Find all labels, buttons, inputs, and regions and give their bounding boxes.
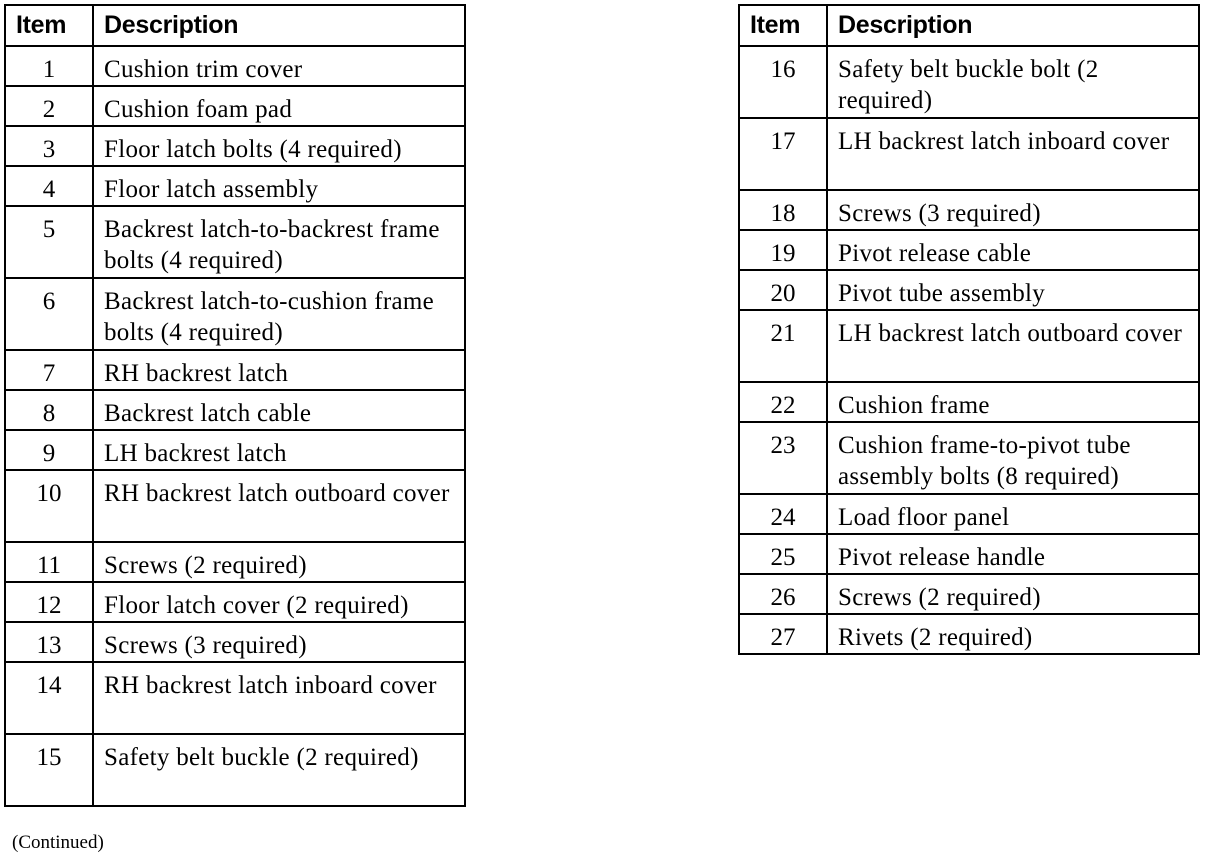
description-column-header: Description: [93, 5, 465, 46]
item-number-cell: 16: [739, 46, 827, 118]
description-cell: Cushion frame-to-pivot tube assembly bolts (8 required): [827, 422, 1199, 494]
description-cell: Safety belt buckle bolt (2 required): [827, 46, 1199, 118]
item-number-cell: 23: [739, 422, 827, 494]
table-row: [739, 382, 1199, 422]
table-row: [5, 86, 465, 126]
item-number-cell: 24: [739, 494, 827, 534]
table-row: [5, 582, 465, 622]
item-number-cell: 6: [5, 278, 93, 350]
description-column-header: Description: [827, 5, 1199, 46]
item-number-cell: 19: [739, 230, 827, 270]
table-row: [5, 542, 465, 582]
description-cell: Cushion frame: [827, 382, 1199, 422]
description-cell: RH backrest latch inboard cover: [93, 662, 465, 734]
item-number-cell: 15: [5, 734, 93, 806]
item-number-cell: 20: [739, 270, 827, 310]
parts-table-left: [4, 4, 466, 807]
description-cell: Backrest latch-to-backrest frame bolts (4 required): [93, 206, 465, 278]
table-row: [5, 278, 465, 350]
description-cell: Screws (2 required): [827, 574, 1199, 614]
parts-table-left-body: [5, 46, 465, 806]
description-cell: Cushion foam pad: [93, 86, 465, 126]
table-row: [5, 126, 465, 166]
table-row: [5, 430, 465, 470]
description-cell: LH backrest latch inboard cover: [827, 118, 1199, 190]
table-row: [739, 118, 1199, 190]
description-cell: Floor latch bolts (4 required): [93, 126, 465, 166]
table-row: [5, 734, 465, 806]
item-number-cell: 5: [5, 206, 93, 278]
table-row: [5, 46, 465, 86]
description-cell: Screws (3 required): [827, 190, 1199, 230]
table-row: [5, 622, 465, 662]
description-cell: Load floor panel: [827, 494, 1199, 534]
item-column-header: Item: [739, 5, 827, 46]
description-cell: LH backrest latch: [93, 430, 465, 470]
description-cell: Screws (3 required): [93, 622, 465, 662]
table-row: [5, 470, 465, 542]
item-number-cell: 7: [5, 350, 93, 390]
description-cell: Floor latch assembly: [93, 166, 465, 206]
item-number-cell: 2: [5, 86, 93, 126]
table-row: [739, 190, 1199, 230]
item-column-header: Item: [5, 5, 93, 46]
table-row: [739, 230, 1199, 270]
item-number-cell: 26: [739, 574, 827, 614]
description-cell: Pivot tube assembly: [827, 270, 1199, 310]
table-header-row: [739, 5, 1199, 46]
description-cell: Screws (2 required): [93, 542, 465, 582]
item-number-cell: 3: [5, 126, 93, 166]
parts-table-right: [738, 4, 1200, 655]
description-cell: Safety belt buckle (2 required): [93, 734, 465, 806]
description-cell: Pivot release handle: [827, 534, 1199, 574]
item-number-cell: 8: [5, 390, 93, 430]
description-cell: Rivets (2 required): [827, 614, 1199, 654]
description-cell: Floor latch cover (2 required): [93, 582, 465, 622]
item-number-cell: 9: [5, 430, 93, 470]
table-row: [5, 350, 465, 390]
table-row: [739, 534, 1199, 574]
item-number-cell: 22: [739, 382, 827, 422]
table-row: [739, 270, 1199, 310]
table-row: [739, 422, 1199, 494]
table-row: [5, 166, 465, 206]
continued-note: (Continued): [12, 832, 104, 853]
description-cell: Cushion trim cover: [93, 46, 465, 86]
item-number-cell: 10: [5, 470, 93, 542]
table-row: [5, 662, 465, 734]
table-row: [739, 310, 1199, 382]
parts-table-right-body: [739, 46, 1199, 654]
description-cell: RH backrest latch outboard cover: [93, 470, 465, 542]
item-number-cell: 11: [5, 542, 93, 582]
table-row: [739, 494, 1199, 534]
item-number-cell: 27: [739, 614, 827, 654]
description-cell: RH backrest latch: [93, 350, 465, 390]
item-number-cell: 12: [5, 582, 93, 622]
item-number-cell: 1: [5, 46, 93, 86]
item-number-cell: 4: [5, 166, 93, 206]
description-cell: Backrest latch cable: [93, 390, 465, 430]
item-number-cell: 25: [739, 534, 827, 574]
description-cell: LH backrest latch outboard cover: [827, 310, 1199, 382]
table-row: [739, 46, 1199, 118]
table-row: [5, 206, 465, 278]
item-number-cell: 13: [5, 622, 93, 662]
item-number-cell: 17: [739, 118, 827, 190]
table-row: [5, 390, 465, 430]
item-number-cell: 21: [739, 310, 827, 382]
description-cell: Pivot release cable: [827, 230, 1199, 270]
item-number-cell: 14: [5, 662, 93, 734]
table-row: [739, 614, 1199, 654]
description-cell: Backrest latch-to-cushion frame bolts (4 required): [93, 278, 465, 350]
item-number-cell: 18: [739, 190, 827, 230]
table-row: [739, 574, 1199, 614]
table-header-row: [5, 5, 465, 46]
